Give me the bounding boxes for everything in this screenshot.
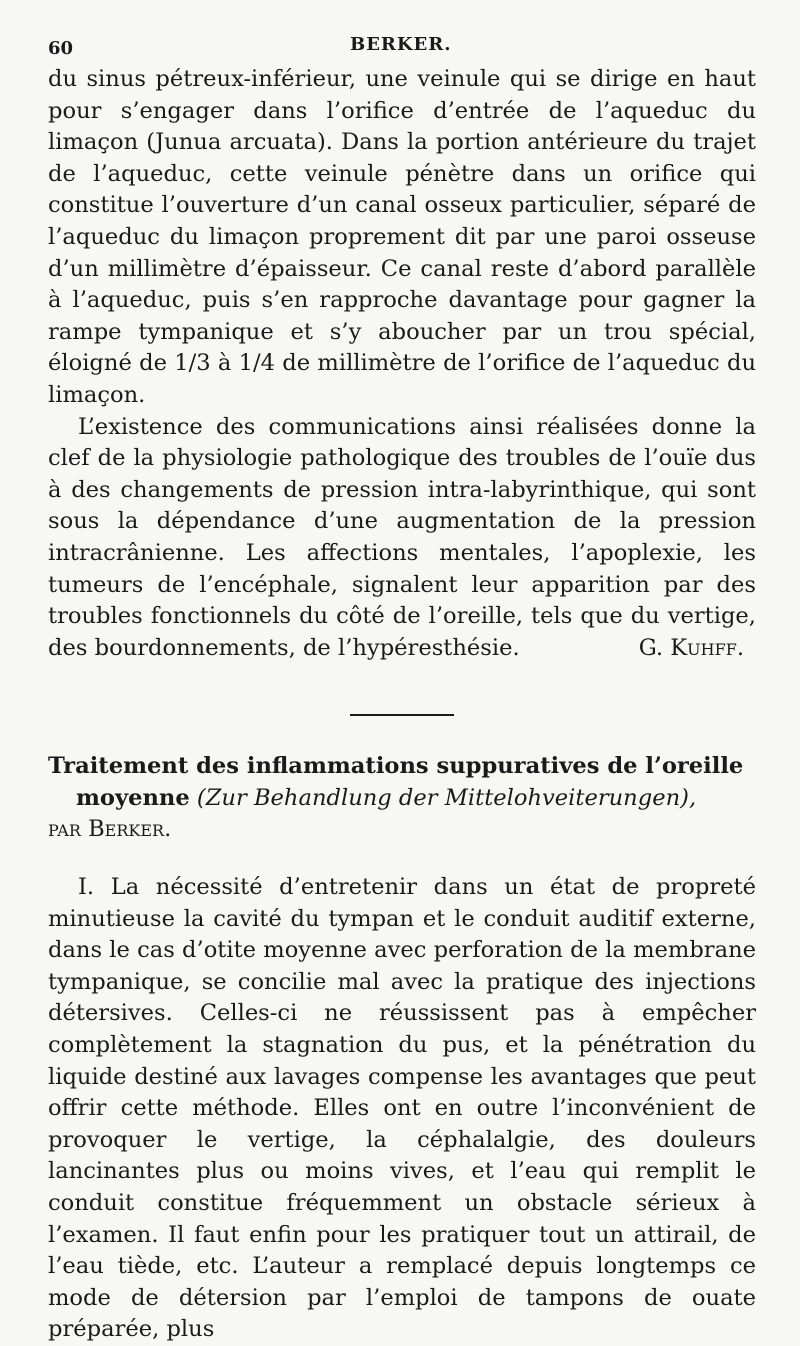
- article-title: Traitement des inflammations suppuratives de l’oreille moyenne: [48, 753, 744, 811]
- article-section-1: I. La nécessité d’entretenir dans un état de propreté minutieuse la cavité du tympan et le conduit auditif externe, dans le cas d’otite moyenne avec perforation de la membrane tympanique, se concilie mal avec la pratique des injections détersives. Celles-ci ne réussissent pas à empêcher complètement la stagnation du pus, et la pénétration du liquide destiné aux lavages compense les avantages que peut offrir cette méthode. Elles ont en outre l’inconvénient de provoquer le vertige, la céphalalgie, des douleurs lancinantes plus ou moins vives, et l’eau qui remplit le conduit constitue fréquemment un obstacle sérieux à l’examen. Il faut enfin pour les pratiquer tout un attirail, de l’eau tiède, etc. L’auteur a remplacé depuis longtemps ce mode de détersion par l’emploi de tampons de ouate préparée, plus: [48, 874, 756, 1343]
- author-signature: G. Kuhff.: [638, 634, 744, 661]
- article-heading: [48, 751, 756, 846]
- article-byline: par Berker.: [48, 816, 172, 843]
- section-divider: [350, 714, 454, 716]
- previous-article-paragraph-2: L’existence des communications ainsi réalisées donne la clef de la physiologie pathologique des troubles de l’ouïe dus à des changements de pression intra-labyrinthique, qui sont sous la dépendance d’une augmentation de la pression intracrânienne. Les affections mentales, l’apoplexie, les tumeurs de l’encéphale, signalent leur apparition par des troubles fonctionnels du côté de l’oreille, tels que du vertige, des bourdonnements, de l’hypéresthésie.: [48, 413, 756, 661]
- running-title: BERKER.: [350, 34, 452, 55]
- running-head: [48, 28, 756, 64]
- previous-article-paragraph-1: du sinus pétreux-inférieur, une veinule qui se dirige en haut pour s’engager dans l’orifice d’entrée de l’aqueduc du limaçon (Junua arcuata). Dans la portion antérieure du trajet de l’aqueduc, cette veinule pénètre dans un orifice qui constitue l’ouverture d’un canal osseux particulier, séparé de l’aqueduc du limaçon proprement dit par une paroi osseuse d’un millimètre d’épaisseur. Ce canal reste d’abord parallèle à l’aqueduc, puis s’en rapproche davantage pour gagner la rampe tympanique et s’y aboucher par un trou spécial, éloigné de 1/3 à 1/4 de millimètre de l’orifice de l’aqueduc du limaçon.: [48, 66, 756, 408]
- page-number: 60: [48, 38, 74, 59]
- article-german-title: (Zur Behandlung der Mittelohveiterungen),: [196, 784, 697, 811]
